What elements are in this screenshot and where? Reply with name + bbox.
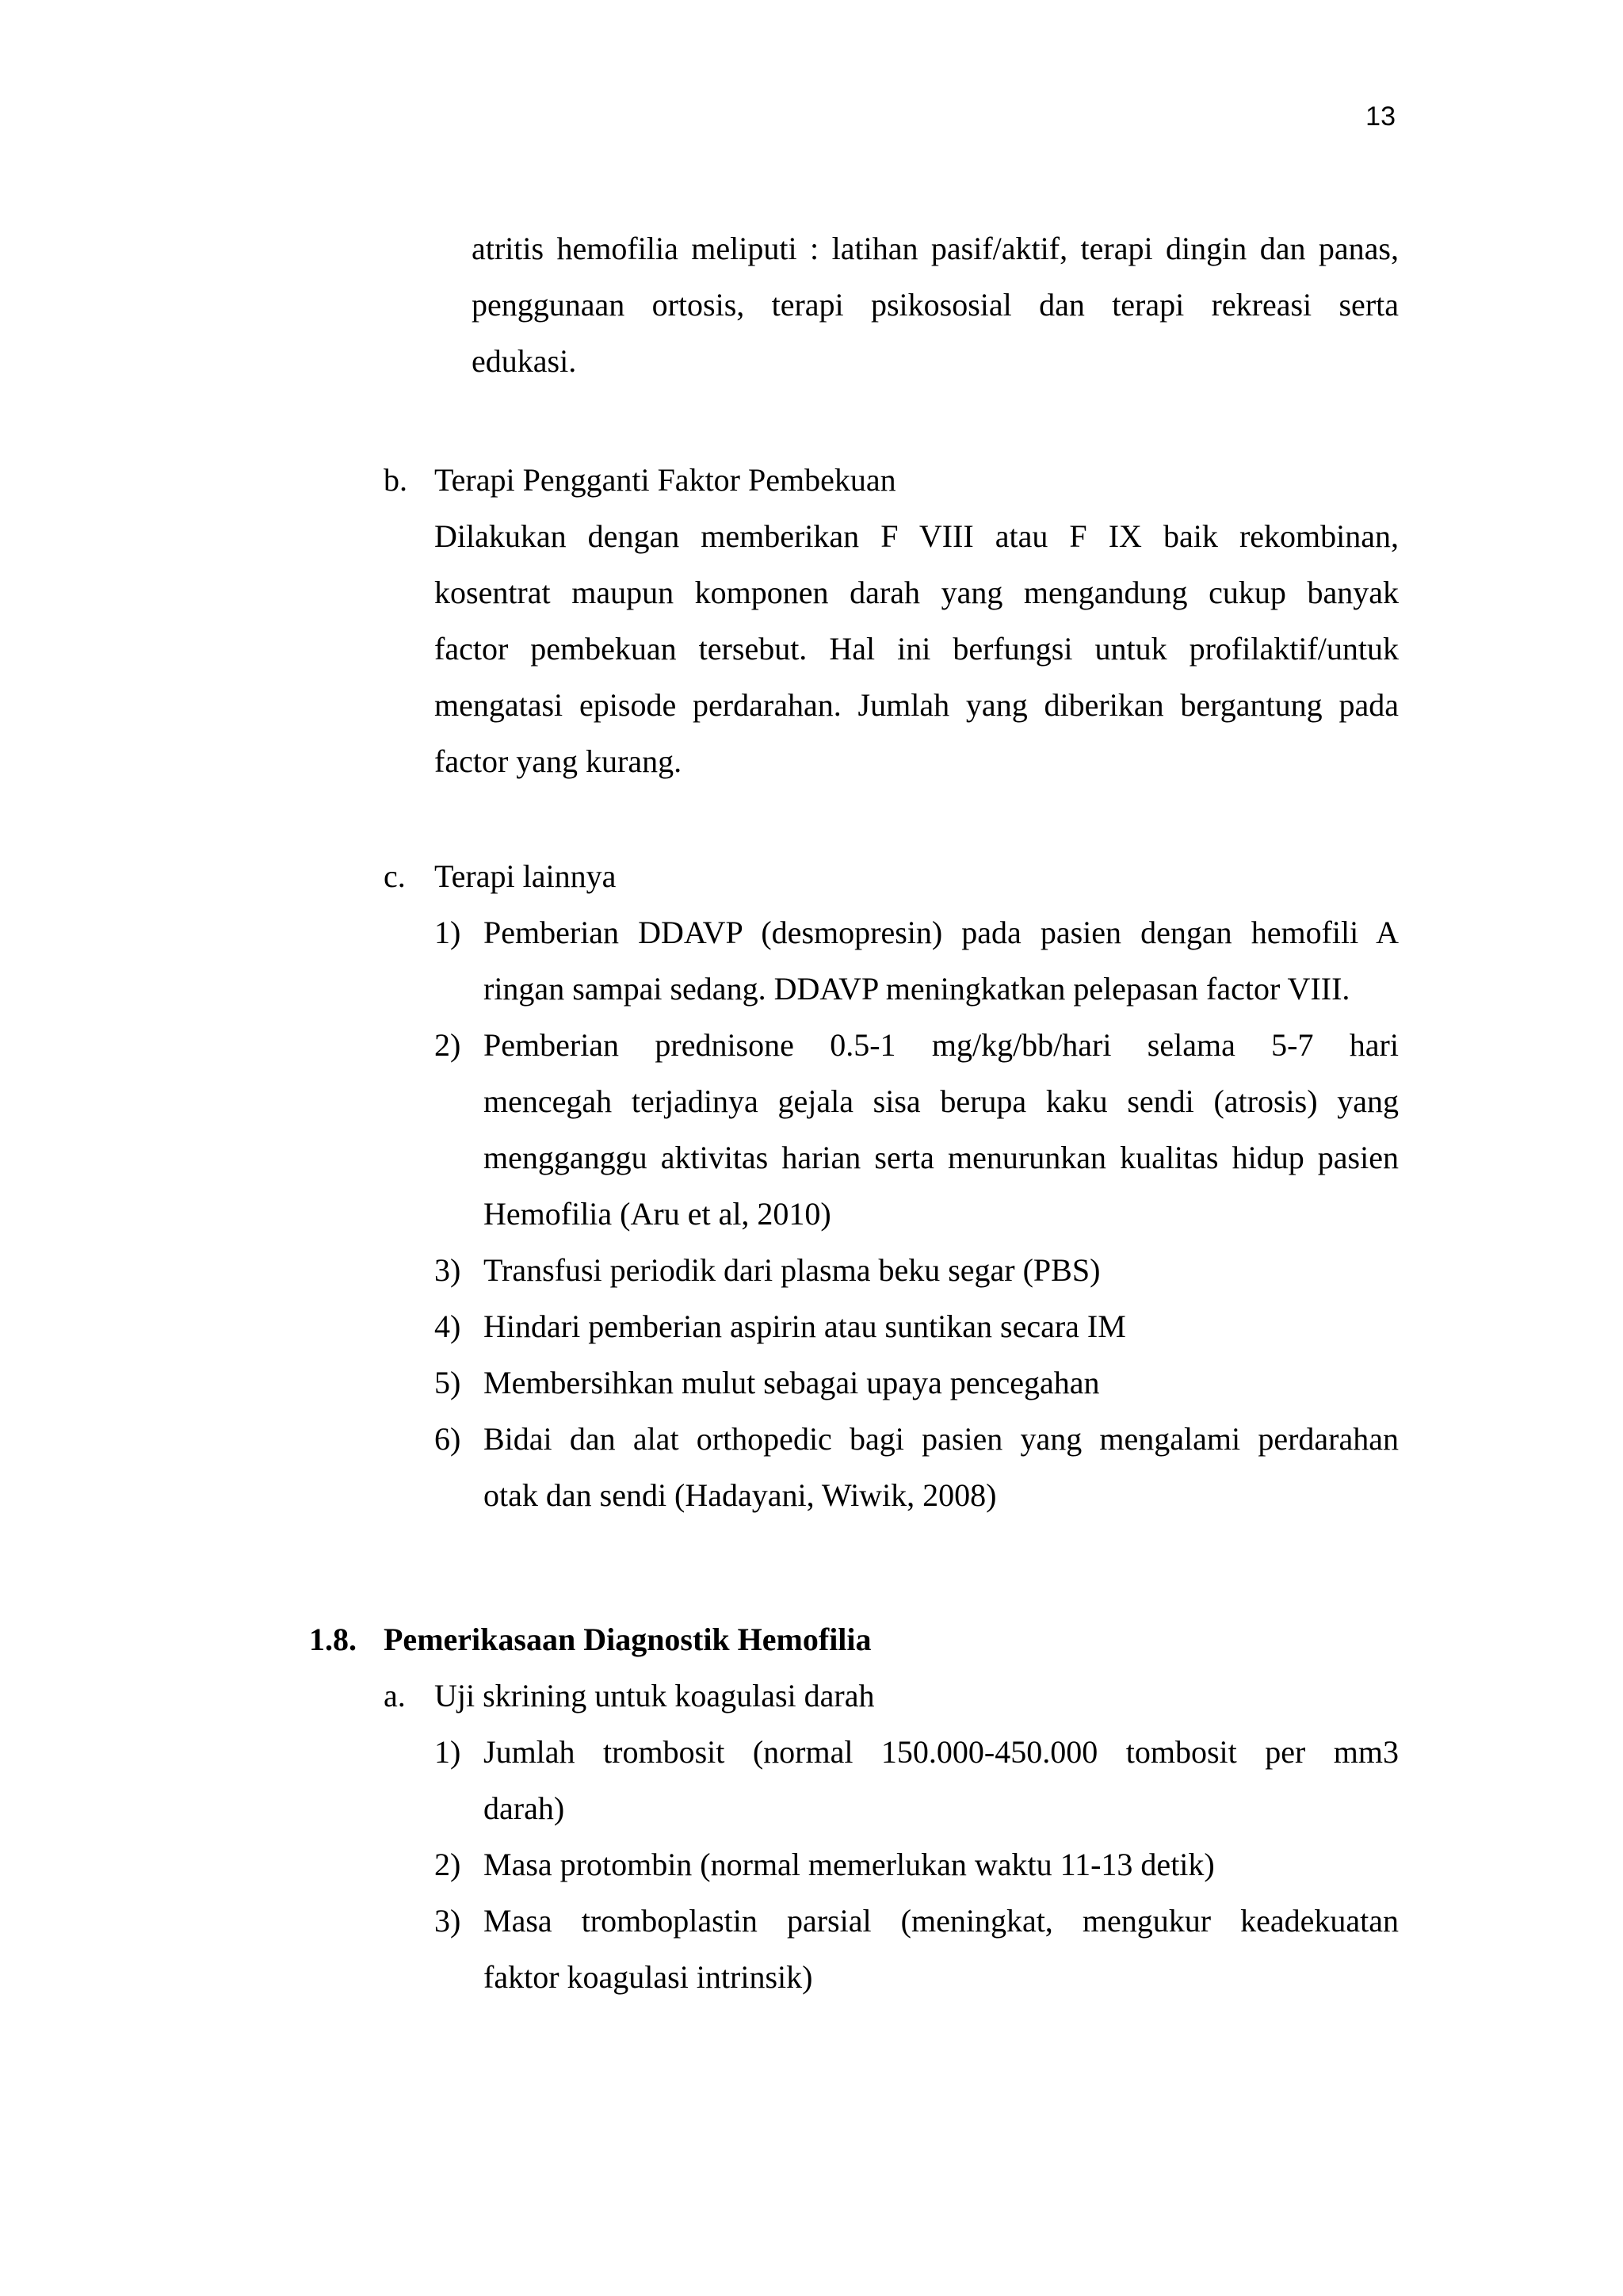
list-item bbox=[483, 1724, 1399, 1836]
list-item-line: Bidai dan alat orthopedic bagi pasien yang mengalami perdarahan bbox=[483, 1421, 1399, 1457]
section-b-line: factor yang kurang. bbox=[434, 743, 682, 779]
list-item-line: darah) bbox=[483, 1790, 565, 1826]
section-title: Pemerikasaan Diagnostik Hemofilia bbox=[384, 1622, 872, 1657]
section-c-label: c. bbox=[384, 858, 406, 894]
list-item-text: Membersihkan mulut sebagai upaya pencegahan bbox=[483, 1365, 1100, 1400]
section-b-paragraph bbox=[434, 508, 1399, 789]
list-item-line: Jumlah trombosit (normal 150.000-450.000 tombosit per mm3 bbox=[483, 1734, 1399, 1770]
section-b-title: Terapi Pengganti Faktor Pembekuan bbox=[434, 462, 896, 498]
list-item-number: 2) bbox=[434, 1847, 461, 1882]
subsection-a-title: Uji skrining untuk koagulasi darah bbox=[434, 1678, 875, 1713]
intro-line: edukasi. bbox=[472, 343, 577, 379]
list-item bbox=[483, 904, 1399, 1017]
section-number: 1.8. bbox=[309, 1622, 357, 1657]
list-item-line: Hemofilia (Aru et al, 2010) bbox=[483, 1196, 831, 1232]
subsection-a-label: a. bbox=[384, 1678, 406, 1713]
list-item-text: Transfusi periodik dari plasma beku segar (PBS) bbox=[483, 1252, 1101, 1288]
section-c-title: Terapi lainnya bbox=[434, 858, 617, 894]
list-item bbox=[483, 1017, 1399, 1242]
section-b-label: b. bbox=[384, 462, 407, 498]
list-item-number: 1) bbox=[434, 1734, 461, 1770]
list-item-line: otak dan sendi (Hadayani, Wiwik, 2008) bbox=[483, 1477, 997, 1513]
list-item-text: Hindari pemberian aspirin atau suntikan secara IM bbox=[483, 1308, 1126, 1344]
list-item-number: 6) bbox=[434, 1421, 461, 1457]
list-item-number: 5) bbox=[434, 1365, 461, 1400]
list-item bbox=[483, 1411, 1399, 1523]
list-item-text: Masa protombin (normal memerlukan waktu 11-13 detik) bbox=[483, 1847, 1215, 1882]
intro-line: penggunaan ortosis, terapi psikososial dan terapi rekreasi serta bbox=[472, 287, 1399, 323]
page-number: 13 bbox=[1365, 101, 1396, 132]
list-item-line: Pemberian DDAVP (desmopresin) pada pasien dengan hemofili A bbox=[483, 915, 1399, 950]
list-item-line: faktor koagulasi intrinsik) bbox=[483, 1959, 813, 1995]
intro-line: atritis hemofilia meliputi : latihan pasif/aktif, terapi dingin dan panas, bbox=[472, 231, 1399, 266]
list-item-line: Pemberian prednisone 0.5-1 mg/kg/bb/hari selama 5-7 hari bbox=[483, 1027, 1399, 1063]
list-item-number: 3) bbox=[434, 1252, 461, 1288]
list-item-number: 4) bbox=[434, 1308, 461, 1344]
list-item-line: mengganggu aktivitas harian serta menurunkan kualitas hidup pasien bbox=[483, 1140, 1399, 1175]
section-b-line: factor pembekuan tersebut. Hal ini berfungsi untuk profilaktif/untuk bbox=[434, 631, 1399, 667]
section-b-line: mengatasi episode perdarahan. Jumlah yang diberikan bergantung pada bbox=[434, 687, 1399, 723]
list-item-number: 2) bbox=[434, 1027, 461, 1063]
list-item-line: Masa tromboplastin parsial (meningkat, mengukur keadekuatan bbox=[483, 1903, 1399, 1939]
section-b-line: kosentrat maupun komponen darah yang mengandung cukup banyak bbox=[434, 575, 1399, 610]
list-item-line: mencegah terjadinya gejala sisa berupa kaku sendi (atrosis) yang bbox=[483, 1083, 1399, 1119]
list-item-number: 1) bbox=[434, 915, 461, 950]
list-item-number: 3) bbox=[434, 1903, 461, 1939]
list-item-line: ringan sampai sedang. DDAVP meningkatkan pelepasan factor VIII. bbox=[483, 971, 1350, 1007]
list-item bbox=[483, 1893, 1399, 2005]
intro-paragraph bbox=[472, 220, 1399, 389]
section-b-line: Dilakukan dengan memberikan F VIII atau F IX baik rekombinan, bbox=[434, 518, 1399, 554]
